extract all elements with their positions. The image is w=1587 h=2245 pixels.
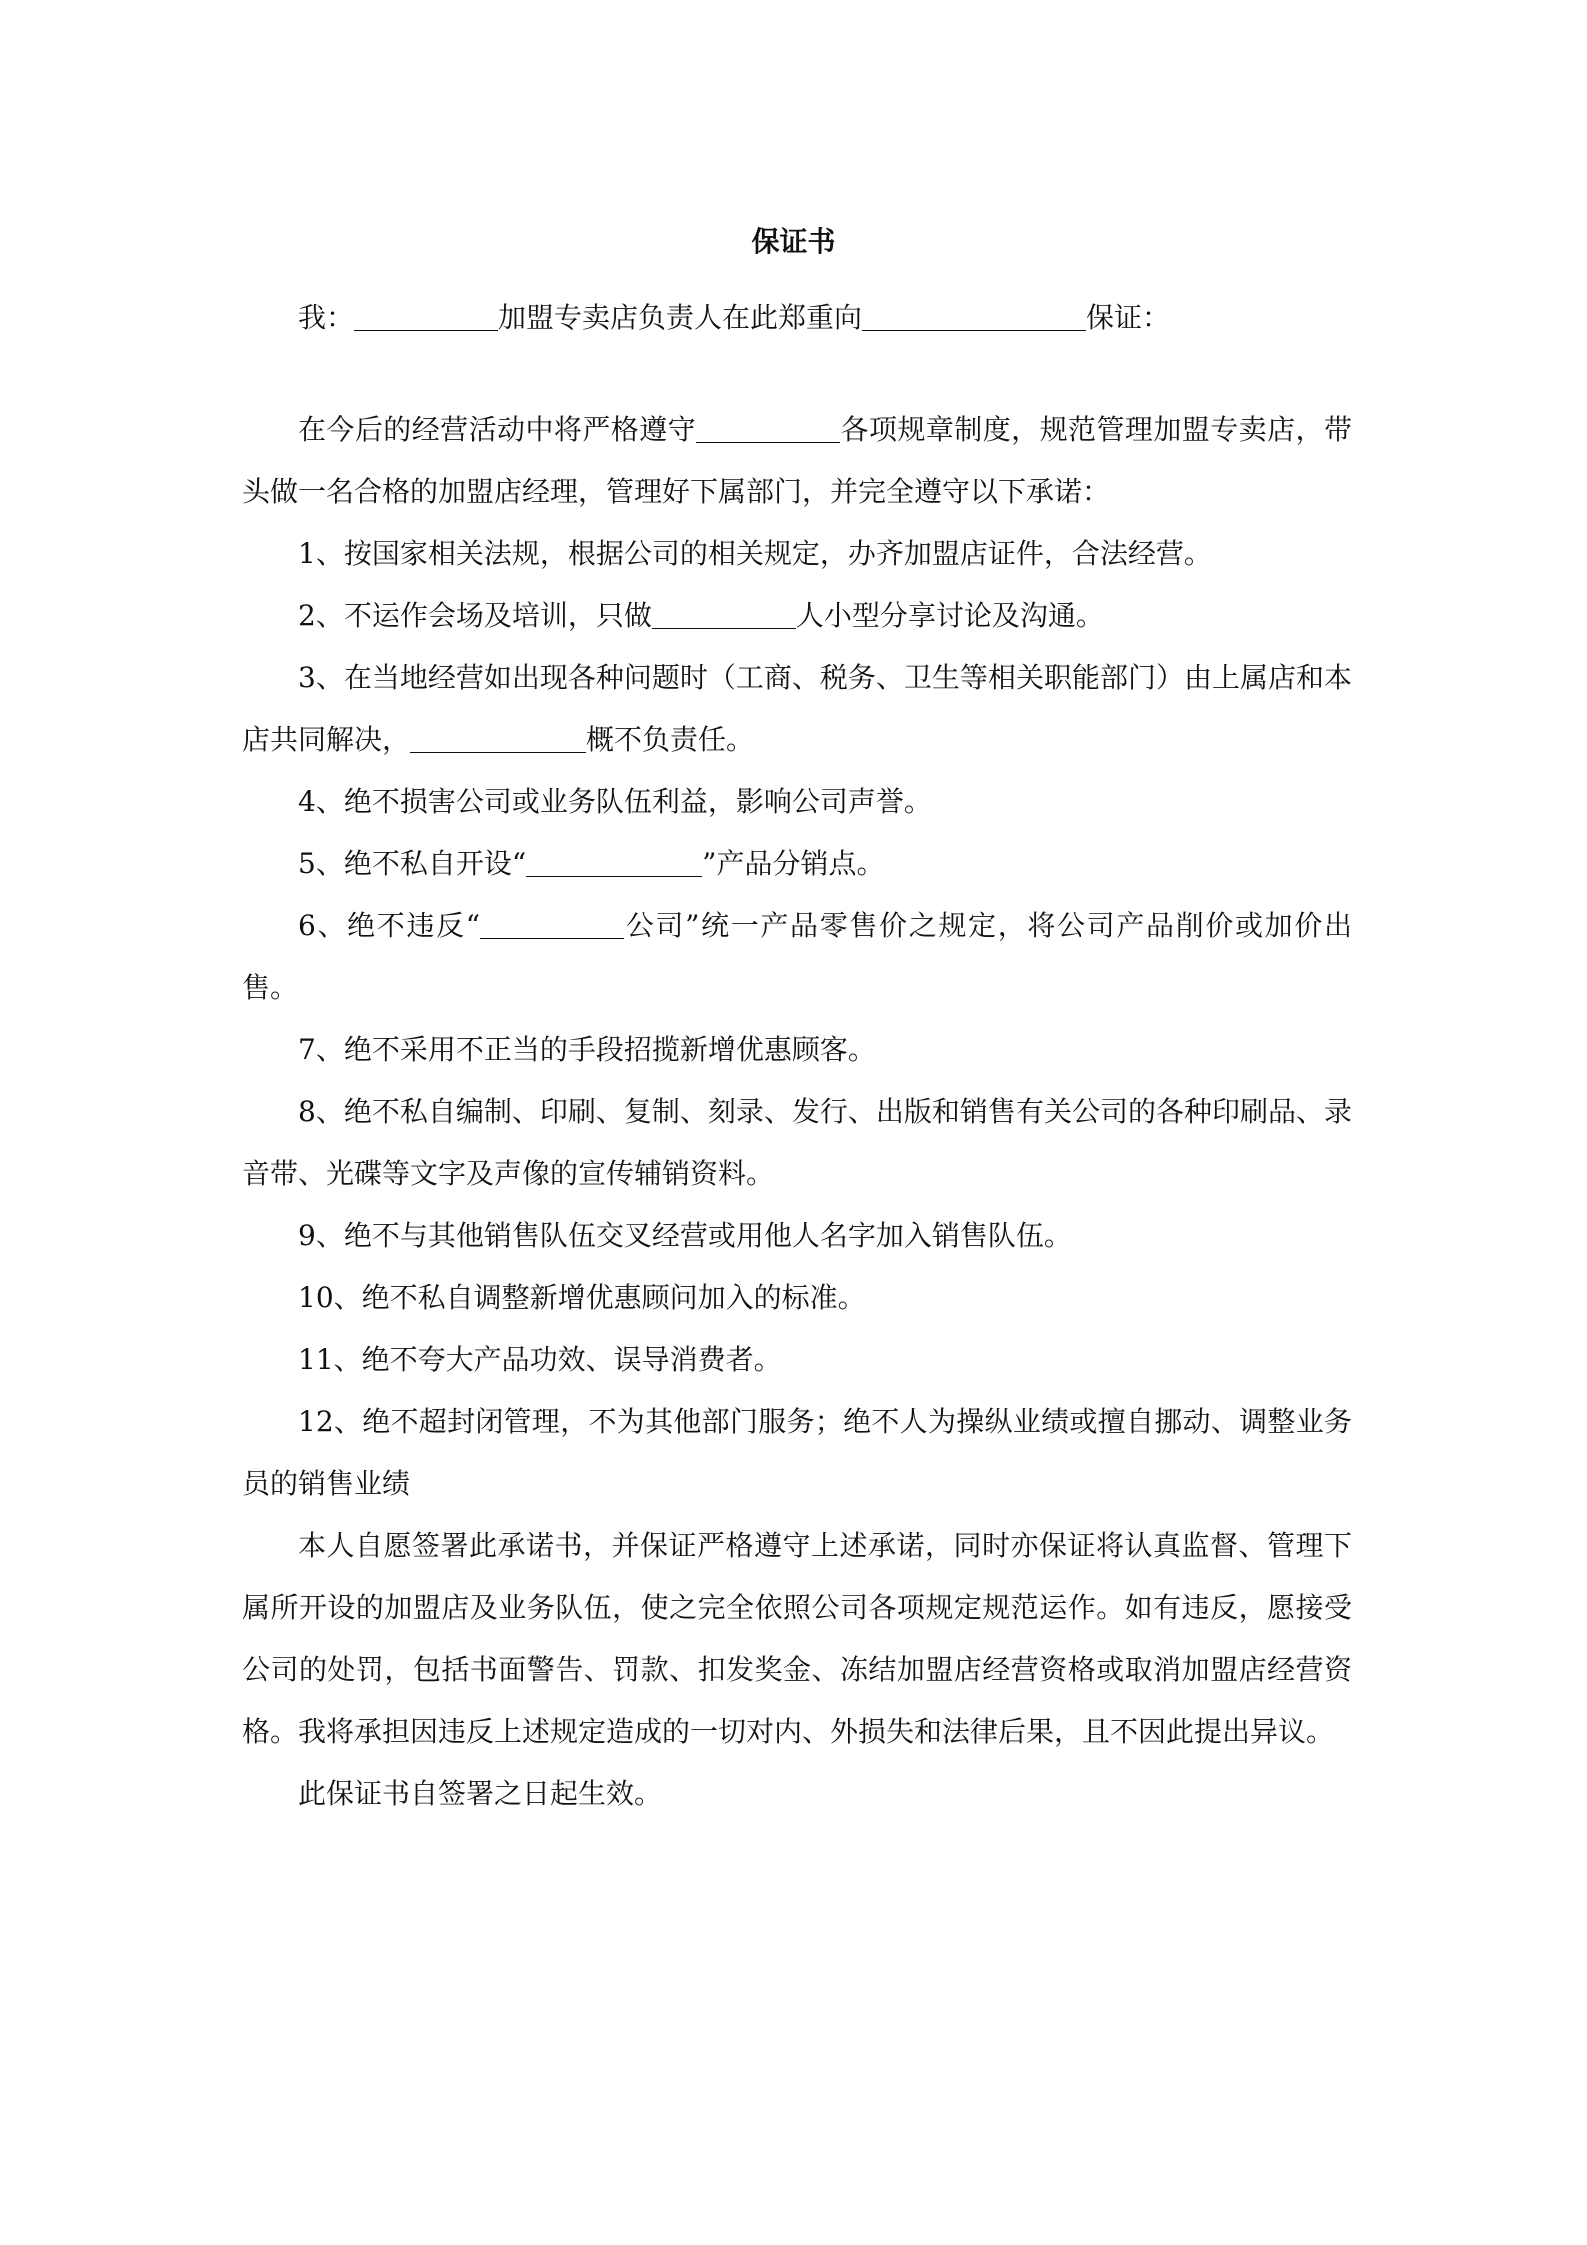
item-5-text-a: 5、绝不私自开设“: [298, 847, 527, 880]
intro-prefix: 我：: [298, 301, 355, 334]
people-count-blank: [652, 600, 796, 629]
company-name-blank: [480, 910, 624, 939]
item-2-text-b: 人小型分享讨论及沟通。: [795, 599, 1104, 632]
preamble-part2: 各项规章制度，规范管理加盟专卖店，带头做一名合格的加盟店经理，管理好下属部门，并完全遵守以下承诺：: [242, 413, 1352, 508]
item-1: 1、按国家相关法规，根据公司的相关规定，办齐加盟店证件，合法经营。: [298, 537, 1212, 570]
name-blank: [354, 302, 498, 331]
company-blank: [696, 414, 840, 443]
item-2: [242, 585, 1352, 647]
effective-line: 此保证书自签署之日起生效。: [298, 1777, 663, 1810]
item-6: [242, 895, 1352, 1019]
recipient-blank: [862, 302, 1086, 331]
party-blank: [410, 724, 586, 753]
intro-line: [242, 287, 1352, 349]
item-12: 12、绝不超封闭管理，不为其他部门服务；绝不人为操纵业绩或擅自挪动、调整业务员的销售业绩: [242, 1405, 1352, 1500]
pledge-paragraph: 本人自愿签署此承诺书，并保证严格遵守上述承诺，同时亦保证将认真监督、管理下属所开设的加盟店及业务队伍，使之完全依照公司各项规定规范运作。如有违反，愿接受公司的处罚，包括书面警告、罚款、扣发奖金、冻结加盟店经营资格或取消加盟店经营资格。我将承担因违反上述规定造成的一切对内、外损失和法律后果，且不因此提出异议。: [242, 1529, 1352, 1748]
item-2-text-a: 2、不运作会场及培训，只做: [298, 599, 652, 632]
item-5: [242, 833, 1352, 895]
item-10: 10、绝不私自调整新增优惠顾问加入的标准。: [298, 1281, 866, 1314]
item-6-text-a: 6、绝不违反“: [298, 909, 481, 942]
preamble-part1: 在今后的经营活动中将严格遵守: [298, 413, 697, 446]
document-title: 保证书: [751, 225, 836, 258]
item-3: [242, 647, 1352, 771]
intro-suffix: 保证：: [1086, 301, 1171, 334]
item-7: 7、绝不采用不正当的手段招揽新增优惠顾客。: [298, 1033, 876, 1066]
item-6-text-b: 公司”统一产品零售价之规定，将公司产品削价或加价出售。: [242, 909, 1352, 1004]
item-3-text-a: 3、在当地经营如出现各种问题时（工商、税务、卫生等相关职能部门）由上属店和本店共同解决，: [242, 661, 1352, 756]
preamble-paragraph: [242, 399, 1352, 523]
item-3-text-b: 概不负责任。: [586, 723, 755, 756]
brand-blank: [526, 848, 702, 877]
intro-middle: 加盟专卖店负责人在此郑重向: [498, 301, 863, 334]
spacer: [242, 349, 1352, 399]
item-11: 11、绝不夸大产品功效、误导消费者。: [298, 1343, 782, 1376]
item-5-text-b: ”产品分销点。: [702, 847, 885, 880]
item-8: 8、绝不私自编制、印刷、复制、刻录、发行、出版和销售有关公司的各种印刷品、录音带、光碟等文字及声像的宣传辅销资料。: [242, 1095, 1352, 1190]
item-9: 9、绝不与其他销售队伍交叉经营或用他人名字加入销售队伍。: [298, 1219, 1072, 1252]
document-body: [242, 287, 1352, 1825]
item-4: 4、绝不损害公司或业务队伍利益，影响公司声誉。: [298, 785, 932, 818]
